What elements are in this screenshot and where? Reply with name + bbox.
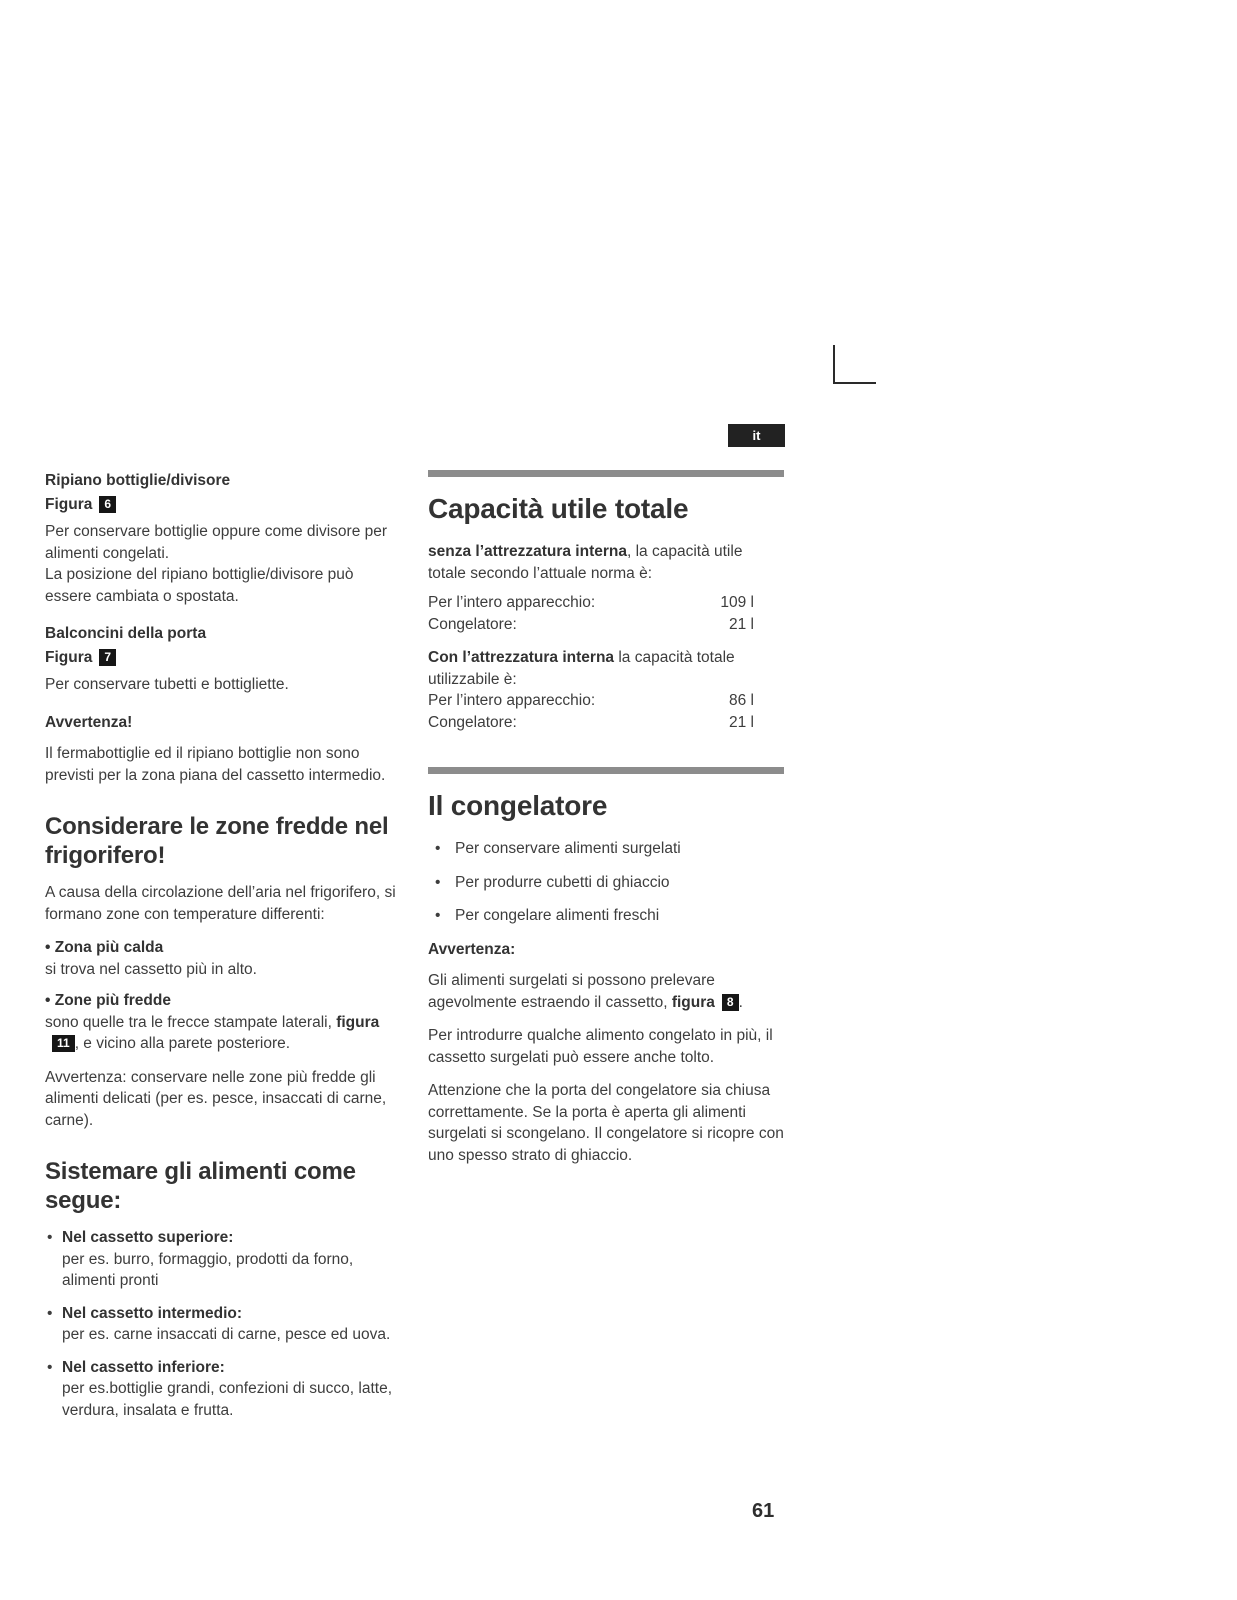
paragraph: [428, 541, 784, 584]
list-item: [45, 1357, 403, 1422]
paragraph: A causa della circolazione dell’aria nel frigorifero, si formano zone con temperature differenti:: [45, 884, 396, 923]
figure-reference: [45, 647, 403, 669]
list-item: [45, 1227, 403, 1292]
figure-number-badge: 7: [99, 649, 116, 666]
figure-number-badge: 8: [722, 994, 739, 1011]
text-run-bold: Con l’attrezzatura interna: [428, 649, 615, 666]
text-run-bold: senza l’attrezzatura interna: [428, 543, 627, 560]
section-congelatore: [428, 790, 784, 1166]
figure-label: figura: [671, 993, 715, 1011]
text-run: Gli alimenti surgelati si possono prelevare agevolmente estraendo il cassetto,: [428, 972, 715, 1011]
capacity-table: [428, 592, 784, 635]
language-badge: it: [728, 424, 785, 447]
capacity-label: Per l’intero apparecchio:: [428, 594, 596, 611]
list-item-text: per es. carne insaccati di carne, pesce ed uova.: [62, 1326, 391, 1343]
paragraph: Per introdurre qualche alimento congelato in più, il cassetto surgelati può essere anche tolto.: [428, 1027, 773, 1066]
capacity-row: [428, 592, 784, 614]
capacity-value: 109 l: [720, 594, 754, 611]
section-title: Capacità utile totale: [428, 493, 689, 524]
capacity-label: Congelatore:: [428, 615, 517, 633]
capacity-row: [428, 614, 784, 636]
figure-number-badge: 6: [99, 496, 116, 513]
capacity-table: [428, 690, 784, 733]
list-item-title: Nel cassetto inferiore:: [62, 1358, 225, 1376]
crop-mark: [833, 345, 876, 384]
section-zone-fredde: [45, 812, 403, 1131]
bullet-item: • Per congelare alimenti freschi: [428, 905, 784, 927]
section-balconcini: [45, 623, 403, 696]
section-sistemare: [45, 1157, 403, 1421]
list-item-title: Nel cassetto intermedio:: [62, 1304, 243, 1322]
capacity-label: Congelatore:: [428, 713, 517, 731]
note-paragraph: Avvertenza: conservare nelle zone più fredde gli alimenti delicati (per es. pesce, insaccati di carne, carne).: [45, 1068, 387, 1129]
section-title: Considerare le zone fredde nel frigorifero!: [45, 813, 389, 869]
capacity-value: 21 l: [729, 615, 754, 633]
section-heading: Balconcini della porta: [45, 625, 207, 642]
note-heading: Avvertenza:: [428, 940, 516, 958]
bullet-item: • Per conservare alimenti surgelati: [428, 838, 784, 860]
right-column: [428, 470, 784, 1166]
bullet-zone-calda: [45, 937, 403, 980]
paragraph: Il fermabottiglie ed il ripiano bottiglie non sono previsti per la zona piana del cassetto intermedio.: [45, 745, 386, 784]
section-heading: Ripiano bottiglie/divisore: [45, 472, 231, 489]
paragraph: [428, 970, 784, 1013]
figure-reference: [45, 494, 403, 516]
capacity-row: [428, 712, 784, 734]
text-run: la capacità totale utilizzabile è:: [428, 649, 735, 688]
list-item: [45, 1303, 403, 1346]
bullet-item: • Per produrre cubetti di ghiaccio: [428, 872, 784, 894]
text-run: , la capacità utile totale secondo l’attuale norma è:: [428, 543, 743, 582]
bullet-zone-fredde: [45, 990, 403, 1055]
list-item-title: Nel cassetto superiore:: [62, 1229, 234, 1246]
text-run: .: [738, 993, 743, 1011]
capacity-row: [428, 690, 784, 712]
section-capacita: [428, 493, 784, 733]
figure-label: Figura: [45, 495, 93, 513]
section-title: Sistemare gli alimenti come segue:: [45, 1158, 356, 1214]
section-divider-bar: [428, 470, 784, 477]
paragraph: Per conservare bottiglie oppure come divisore per alimenti congelati.: [45, 523, 388, 562]
capacity-value: 86 l: [729, 692, 754, 709]
list-item-text: per es.bottiglie grandi, confezioni di succo, latte, verdura, insalata e frutta.: [62, 1380, 392, 1419]
figure-label: Figura: [45, 648, 93, 666]
section-ripiano-bottiglie: [45, 470, 403, 607]
section-title: Il congelatore: [428, 790, 608, 821]
bullet-title: • Zone più fredde: [45, 990, 403, 1012]
figure-label: figura: [336, 1013, 380, 1031]
page-number: 61: [752, 1500, 775, 1522]
paragraph: La posizione del ripiano bottiglie/divisore può essere cambiata o spostata.: [45, 566, 354, 605]
paragraph: Per conservare tubetti e bottigliette.: [45, 676, 289, 693]
capacity-label: Per l’intero apparecchio:: [428, 692, 596, 709]
figure-number-badge: 11: [52, 1035, 75, 1052]
bullet-title: • Zona più calda: [45, 937, 403, 959]
text-run: , e vicino alla parete posteriore.: [74, 1035, 291, 1052]
list-item-text: per es. burro, formaggio, prodotti da forno, alimenti pronti: [62, 1250, 354, 1289]
bullet-text: [45, 1012, 403, 1055]
section-heading: Avvertenza!: [45, 713, 133, 731]
capacity-value: 21 l: [729, 713, 754, 731]
text-run: sono quelle tra le frecce stampate laterali,: [45, 1013, 337, 1031]
bullet-text: si trova nel cassetto più in alto.: [45, 960, 257, 978]
section-divider-bar: [428, 767, 784, 774]
paragraph: [428, 647, 784, 690]
section-avvertenza: [45, 712, 403, 787]
left-column: [45, 470, 403, 1437]
paragraph: Attenzione che la porta del congelatore sia chiusa correttamente. Se la porta è aperta gli alimenti surgelati si scongelano. Il congelatore si ricopre con uno spesso strato di ghiaccio.: [428, 1082, 784, 1164]
